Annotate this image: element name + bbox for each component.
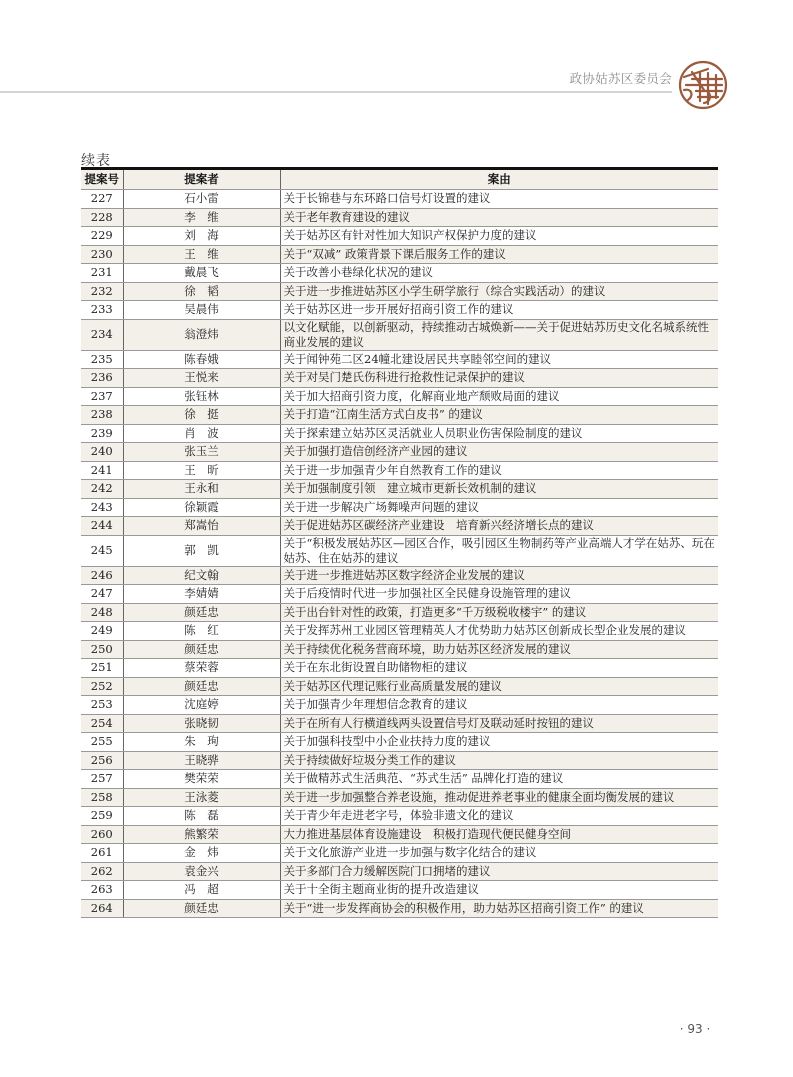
subject-cell: 关于“双减” 政策背景下课后服务工作的建议: [280, 245, 718, 264]
subject-cell: 关于在所有人行横道线两头设置信号灯及联动延时按钮的建议: [280, 714, 718, 733]
subject-cell: 关于姑苏区代理记账行业高质量发展的建议: [280, 677, 718, 696]
proposal-number-cell: 249: [81, 622, 123, 641]
proposer-cell: 郑嵩怡: [123, 517, 280, 536]
table-row: [81, 535, 718, 566]
table-row: [81, 245, 718, 264]
proposer-cell: 蔡荣蓉: [123, 659, 280, 678]
table-row: [81, 862, 718, 881]
subject-cell: 关于进一步加强青少年自然教育工作的建议: [280, 461, 718, 480]
proposal-number-cell: 264: [81, 899, 123, 918]
table-row: [81, 714, 718, 733]
proposal-number-cell: 255: [81, 733, 123, 752]
subject-cell: 关于打造“江南生活方式白皮书” 的建议: [280, 406, 718, 425]
subject-cell: 关于进一步推进姑苏区小学生研学旅行（综合实践活动）的建议: [280, 282, 718, 301]
proposal-number-cell: 251: [81, 659, 123, 678]
subject-cell: 关于进一步解决广场舞噪声问题的建议: [280, 498, 718, 517]
subject-cell: 关于文化旅游产业进一步加强与数字化结合的建议: [280, 844, 718, 863]
proposer-cell: 颜廷忠: [123, 677, 280, 696]
proposals-table: [81, 167, 718, 918]
proposal-number-cell: 239: [81, 424, 123, 443]
proposal-number-cell: 235: [81, 350, 123, 369]
proposer-cell: 纪文翰: [123, 566, 280, 585]
table-row: [81, 190, 718, 209]
proposer-cell: 刘 海: [123, 227, 280, 246]
table-row: [81, 369, 718, 388]
table-row: [81, 751, 718, 770]
proposer-cell: 徐颖霞: [123, 498, 280, 517]
subject-cell: 关于老年教育建设的建议: [280, 208, 718, 227]
gusu-seal-logo-icon: [678, 60, 728, 110]
proposer-cell: 王晓骅: [123, 751, 280, 770]
table-row: [81, 622, 718, 641]
subject-cell: 关于加强制度引领 建立城市更新长效机制的建议: [280, 480, 718, 499]
column-header-proposer: 提案者: [123, 169, 280, 190]
proposal-number-cell: 262: [81, 862, 123, 881]
table-row: [81, 585, 718, 604]
proposer-cell: 吴晨伟: [123, 301, 280, 320]
proposal-number-cell: 228: [81, 208, 123, 227]
table-row: [81, 566, 718, 585]
table-row: [81, 517, 718, 536]
proposer-cell: 郭 凯: [123, 535, 280, 566]
proposer-cell: 王悦来: [123, 369, 280, 388]
subject-cell: 关于“积极发展姑苏区—园区合作，吸引园区生物制药等产业高端人才学在姑苏、玩在姑苏、住在姑苏的建议: [280, 535, 718, 566]
table-body: [81, 190, 718, 918]
proposer-cell: 金 炜: [123, 844, 280, 863]
subject-cell: 关于加强青少年理想信念教育的建议: [280, 696, 718, 715]
table-row: [81, 264, 718, 283]
table-row: [81, 677, 718, 696]
subject-cell: 关于出台针对性的政策，打造更多“千万级税收楼宇” 的建议: [280, 603, 718, 622]
proposer-cell: 石小雷: [123, 190, 280, 209]
proposal-number-cell: 256: [81, 751, 123, 770]
proposer-cell: 徐 挺: [123, 406, 280, 425]
proposal-number-cell: 240: [81, 443, 123, 462]
proposer-cell: 陈春娥: [123, 350, 280, 369]
proposal-number-cell: 254: [81, 714, 123, 733]
proposal-number-cell: 263: [81, 881, 123, 900]
header-organization: 政协姑苏区委员会: [569, 71, 672, 86]
table-row: [81, 319, 718, 350]
proposer-cell: 李婧婧: [123, 585, 280, 604]
subject-cell: 以文化赋能，以创新驱动，持续推动古城焕新——关于促进姑苏历史文化名城系统性商业发展的建议: [280, 319, 718, 350]
subject-cell: 关于在东北街设置自助储物柜的建议: [280, 659, 718, 678]
proposer-cell: 张玉兰: [123, 443, 280, 462]
proposer-cell: 冯 超: [123, 881, 280, 900]
table-header-row: [81, 169, 718, 190]
subject-cell: 关于改善小巷绿化状况的建议: [280, 264, 718, 283]
proposal-number-cell: 244: [81, 517, 123, 536]
proposal-number-cell: 245: [81, 535, 123, 566]
proposal-number-cell: 233: [81, 301, 123, 320]
table-row: [81, 227, 718, 246]
proposer-cell: 颜廷忠: [123, 603, 280, 622]
subject-cell: 关于对吴门楚氏伤科进行抢救性记录保护的建议: [280, 369, 718, 388]
table-row: [81, 844, 718, 863]
proposal-number-cell: 231: [81, 264, 123, 283]
proposal-number-cell: 243: [81, 498, 123, 517]
table-row: [81, 406, 718, 425]
proposal-number-cell: 252: [81, 677, 123, 696]
table-row: [81, 301, 718, 320]
proposal-number-cell: 250: [81, 640, 123, 659]
proposal-number-cell: 253: [81, 696, 123, 715]
subject-cell: 关于持续做好垃圾分类工作的建议: [280, 751, 718, 770]
proposal-number-cell: 236: [81, 369, 123, 388]
proposer-cell: 颜廷忠: [123, 899, 280, 918]
proposer-cell: 陈 红: [123, 622, 280, 641]
proposal-number-cell: 227: [81, 190, 123, 209]
proposer-cell: 徐 韬: [123, 282, 280, 301]
subject-cell: 关于进一步加强整合养老设施，推动促进养老事业的健康全面均衡发展的建议: [280, 788, 718, 807]
subject-cell: 关于加强科技型中小企业扶持力度的建议: [280, 733, 718, 752]
subject-cell: 关于持续优化税务营商环境，助力姑苏区经济发展的建议: [280, 640, 718, 659]
table-row: [81, 807, 718, 826]
proposal-number-cell: 229: [81, 227, 123, 246]
proposer-cell: 张晓韧: [123, 714, 280, 733]
proposal-number-cell: 248: [81, 603, 123, 622]
continued-table-label: 续表: [81, 153, 111, 169]
proposal-number-cell: 247: [81, 585, 123, 604]
table-row: [81, 825, 718, 844]
proposal-number-cell: 246: [81, 566, 123, 585]
proposal-number-cell: 258: [81, 788, 123, 807]
proposer-cell: 沈庭婷: [123, 696, 280, 715]
proposer-cell: 肖 波: [123, 424, 280, 443]
subject-cell: 关于促进姑苏区碳经济产业建设 培育新兴经济增长点的建议: [280, 517, 718, 536]
table-row: [81, 208, 718, 227]
table-row: [81, 733, 718, 752]
proposal-number-cell: 259: [81, 807, 123, 826]
table-row: [81, 498, 718, 517]
column-header-subject: 案由: [280, 169, 718, 190]
header-divider: [0, 91, 672, 93]
subject-cell: 关于进一步推进姑苏区数字经济企业发展的建议: [280, 566, 718, 585]
proposer-cell: 熊繁荣: [123, 825, 280, 844]
table-row: [81, 603, 718, 622]
proposal-number-cell: 261: [81, 844, 123, 863]
subject-cell: 关于加大招商引资力度，化解商业地产颓败局面的建议: [280, 387, 718, 406]
subject-cell: 关于多部门合力缓解医院门口拥堵的建议: [280, 862, 718, 881]
proposer-cell: 朱 珣: [123, 733, 280, 752]
proposer-cell: 李 维: [123, 208, 280, 227]
proposal-number-cell: 242: [81, 480, 123, 499]
proposal-number-cell: 241: [81, 461, 123, 480]
column-header-proposal-number: 提案号: [81, 169, 123, 190]
proposer-cell: 翁澄炜: [123, 319, 280, 350]
subject-cell: 关于加强打造信创经济产业园的建议: [280, 443, 718, 462]
table-row: [81, 387, 718, 406]
proposer-cell: 王 昕: [123, 461, 280, 480]
subject-cell: 关于十全街主题商业街的提升改造建议: [280, 881, 718, 900]
proposer-cell: 王永和: [123, 480, 280, 499]
proposal-number-cell: 238: [81, 406, 123, 425]
proposer-cell: 颜廷忠: [123, 640, 280, 659]
table-row: [81, 696, 718, 715]
proposer-cell: 樊荣荣: [123, 770, 280, 789]
proposal-number-cell: 230: [81, 245, 123, 264]
proposal-number-cell: 237: [81, 387, 123, 406]
proposer-cell: 袁金兴: [123, 862, 280, 881]
subject-cell: 关于探索建立姑苏区灵活就业人员职业伤害保险制度的建议: [280, 424, 718, 443]
proposal-number-cell: 257: [81, 770, 123, 789]
table-row: [81, 788, 718, 807]
proposer-cell: 陈 磊: [123, 807, 280, 826]
subject-cell: 关于青少年走进老字号，体验非遗文化的建议: [280, 807, 718, 826]
proposal-number-cell: 234: [81, 319, 123, 350]
table-row: [81, 899, 718, 918]
table-row: [81, 461, 718, 480]
table-row: [81, 881, 718, 900]
subject-cell: 关于姑苏区进一步开展好招商引资工作的建议: [280, 301, 718, 320]
subject-cell: 关于姑苏区有针对性加大知识产权保护力度的建议: [280, 227, 718, 246]
subject-cell: 关于做精苏式生活典范、“苏式生活” 品牌化打造的建议: [280, 770, 718, 789]
table-row: [81, 350, 718, 369]
subject-cell: 关于后疫情时代进一步加强社区全民健身设施管理的建议: [280, 585, 718, 604]
table-row: [81, 770, 718, 789]
table-row: [81, 480, 718, 499]
subject-cell: 关于发挥苏州工业园区管理精英人才优势助力姑苏区创新成长型企业发展的建议: [280, 622, 718, 641]
table-row: [81, 443, 718, 462]
table-row: [81, 659, 718, 678]
subject-cell: 关于闻钟苑二区24幢北建设居民共享睦邻空间的建议: [280, 350, 718, 369]
proposal-number-cell: 232: [81, 282, 123, 301]
proposer-cell: 王 维: [123, 245, 280, 264]
proposer-cell: 张钰林: [123, 387, 280, 406]
table-row: [81, 424, 718, 443]
table-row: [81, 282, 718, 301]
proposer-cell: 戴晨飞: [123, 264, 280, 283]
page-number: · 93 ·: [679, 1022, 711, 1036]
table-row: [81, 640, 718, 659]
subject-cell: 大力推进基层体育设施建设 积极打造现代便民健身空间: [280, 825, 718, 844]
subject-cell: 关于“进一步发挥商协会的积极作用，助力姑苏区招商引资工作” 的建议: [280, 899, 718, 918]
subject-cell: 关于长锦巷与东环路口信号灯设置的建议: [280, 190, 718, 209]
proposal-number-cell: 260: [81, 825, 123, 844]
proposer-cell: 王泳菱: [123, 788, 280, 807]
